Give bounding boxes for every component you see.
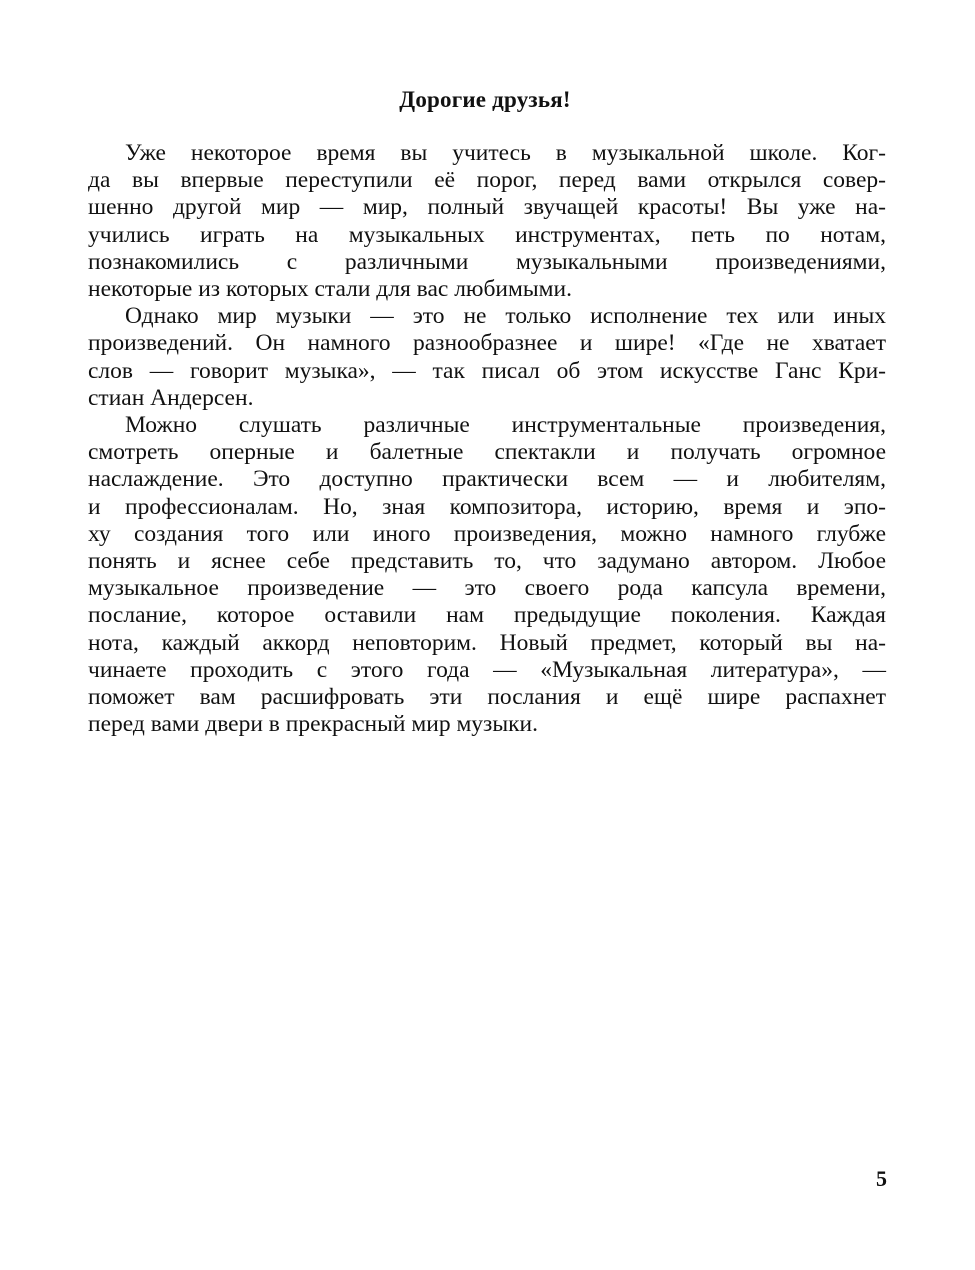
text-line: учились играть на музыкальных инструментах, петь по нотам,: [88, 221, 886, 248]
text-line: Однако мир музыки — это не только исполнение тех или иных: [125, 303, 886, 330]
text-line: шенно другой мир — мир, полный звучащей красоты! Вы уже на-: [88, 194, 886, 221]
text-line: смотреть оперные и балетные спектакли и получать огромное: [88, 439, 886, 466]
text-line: наслаждение. Это доступно практически всем — и любителям,: [88, 466, 886, 493]
text-line: Можно слушать различные инструментальные произведения,: [125, 412, 886, 439]
text-line: послание, которое оставили нам предыдущие поколения. Каждая: [88, 602, 886, 629]
page-number: 5: [876, 1166, 887, 1191]
text-line: и профессионалам. Но, зная композитора, историю, время и эпо-: [88, 493, 886, 520]
text-line: понять и яснее себе представить то, что задумано автором. Любое: [88, 548, 886, 575]
text-line: произведений. Он намного разнообразнее и шире! «Где не хватает: [88, 330, 886, 357]
text-line: стиан Андерсен.: [88, 384, 254, 411]
text-line: чинаете проходить с этого года — «Музыкальная литература», —: [88, 656, 886, 683]
text-line: нота, каждый аккорд неповторим. Новый предмет, который вы на-: [88, 629, 886, 656]
text-line: некоторые из которых стали для вас любимыми.: [88, 276, 572, 303]
text-line: слов — говорит музыка», — так писал об этом искусстве Ганс Кри-: [88, 357, 886, 384]
text-line: ху создания того или иного произведения, можно намного глубже: [88, 520, 886, 547]
text-line: поможет вам расшифровать эти послания и ещё шире распахнет: [88, 684, 886, 711]
text-line: да вы впервые переступили её порог, перед вами открылся совер-: [88, 167, 886, 194]
text-line: музыкальное произведение — это своего рода капсула времени,: [88, 575, 886, 602]
text-line: перед вами двери в прекрасный мир музыки.: [88, 711, 538, 738]
page-title: Дорогие друзья!: [399, 87, 571, 112]
body-text: [88, 140, 886, 738]
text-line: познакомились с различными музыкальными произведениями,: [88, 248, 886, 275]
text-line: Уже некоторое время вы учитесь в музыкальной школе. Ког-: [125, 140, 886, 166]
